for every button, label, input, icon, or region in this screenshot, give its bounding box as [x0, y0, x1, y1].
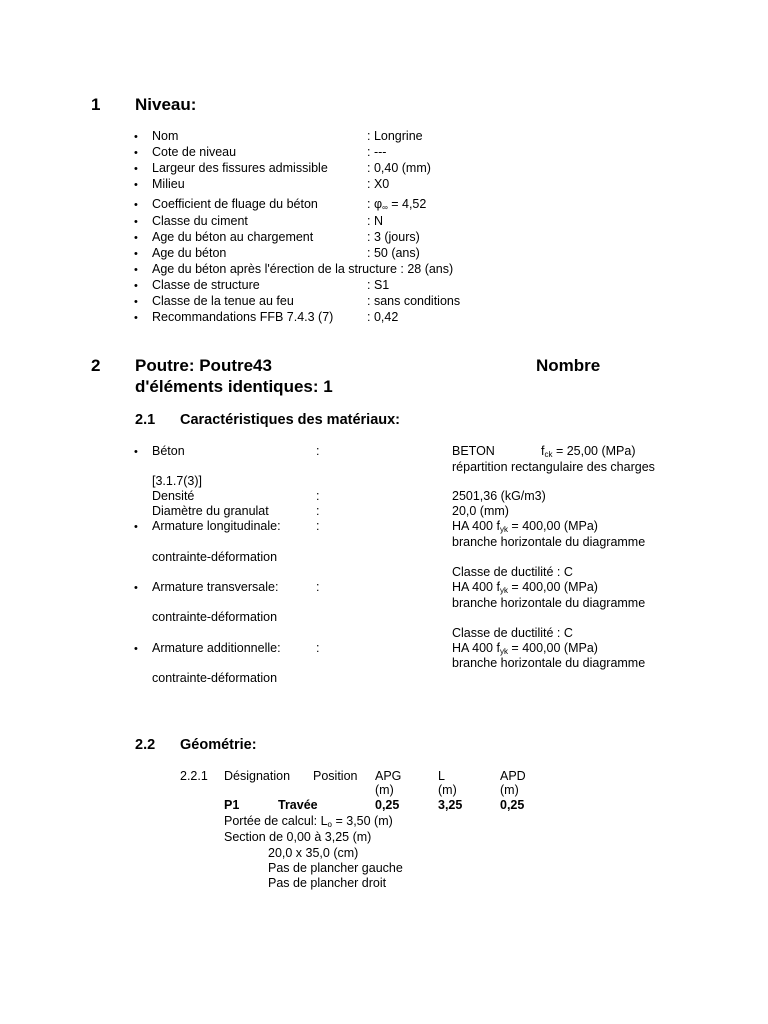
- bullet-icon: •: [134, 232, 138, 244]
- niveau-item-label: Age du béton: [152, 246, 227, 260]
- bullet-icon: •: [134, 264, 138, 276]
- armature-transversale-label: Armature transversale:: [152, 580, 279, 594]
- niveau-item-label: Classe de la tenue au feu: [152, 294, 294, 308]
- bullet-icon: •: [134, 643, 138, 655]
- niveau-item-label: Classe du ciment: [152, 214, 248, 228]
- armature-transversale-ductilite: Classe de ductilité : C: [452, 626, 573, 640]
- unit-apd: (m): [500, 783, 519, 797]
- niveau-item-value: : N: [367, 214, 383, 228]
- beton-reference: [3.1.7(3)]: [152, 474, 203, 488]
- section-2-1-number: 2.1: [135, 412, 156, 428]
- section-range: Section de 0,00 à 3,25 (m): [224, 830, 372, 844]
- armature-longitudinale-branche: branche horizontale du diagramme: [452, 535, 646, 549]
- section-2-2-number: 2.2: [135, 737, 156, 753]
- armature-additionnelle-fyk: HA 400 $f_{yk} = 400,00$ (MPa): [452, 641, 598, 656]
- densite-value: 2501,36 (kG/m3): [452, 489, 546, 503]
- bullet-icon: •: [134, 179, 138, 191]
- niveau-item-label: Coefficient de fluage du béton: [152, 197, 318, 211]
- section-2-2-title: Géométrie:: [180, 737, 257, 753]
- section-2-title-line2: d'éléments identiques: 1: [135, 377, 333, 396]
- unit-apg: (m): [375, 783, 394, 797]
- colon: :: [316, 504, 320, 518]
- beton-repartition: répartition rectangulaire des charges: [452, 460, 655, 474]
- section-2-title: Poutre: Poutre43: [135, 356, 272, 375]
- row-position: Travée: [278, 798, 318, 812]
- colon: :: [316, 489, 320, 503]
- armature-longitudinale-ductilite: Classe de ductilité : C: [452, 565, 573, 579]
- granulat-label: Diamètre du granulat: [152, 504, 269, 518]
- bullet-icon: •: [134, 199, 138, 211]
- bullet-icon: •: [134, 248, 138, 260]
- niveau-item-value: : 0,42: [367, 310, 399, 324]
- beton-fck: $f_{ck} = 25,00$ (MPa): [541, 444, 636, 459]
- section-2-1-title: Caractéristiques des matériaux:: [180, 412, 401, 428]
- header-position: Position: [313, 769, 358, 783]
- colon: :: [316, 444, 320, 458]
- bullet-icon: •: [134, 446, 138, 458]
- niveau-item-label: Cote de niveau: [152, 145, 237, 159]
- armature-transversale-fyk: HA 400 $f_{yk} = 400,00$ (MPa): [452, 580, 598, 595]
- header-apd: APD: [500, 769, 526, 783]
- section-2-number: 2: [91, 356, 101, 375]
- bullet-icon: •: [134, 131, 138, 143]
- niveau-item-value: : Longrine: [367, 129, 423, 143]
- row-designation: P1: [224, 798, 240, 812]
- plancher-gauche: Pas de plancher gauche: [268, 861, 403, 875]
- bullet-icon: •: [134, 280, 138, 292]
- niveau-item-label: Age du béton après l'érection de la structure : 28 (ans): [152, 262, 454, 276]
- bullet-icon: •: [134, 296, 138, 308]
- row-apg: 0,25: [375, 798, 400, 812]
- unit-l: (m): [438, 783, 457, 797]
- armature-additionnelle-label: Armature additionnelle:: [152, 641, 281, 655]
- row-apd: 0,25: [500, 798, 525, 812]
- armature-longitudinale-label: Armature longitudinale:: [152, 519, 281, 533]
- niveau-item-label: Nom: [152, 129, 179, 143]
- bullet-icon: •: [134, 582, 138, 594]
- colon: :: [316, 519, 320, 533]
- niveau-item-value: : 50 (ans): [367, 246, 420, 260]
- section-1-title: Niveau:: [135, 95, 197, 114]
- section-2-2-1-number: 2.2.1: [180, 769, 208, 783]
- plancher-droit: Pas de plancher droit: [268, 876, 387, 890]
- bullet-icon: •: [134, 163, 138, 175]
- densite-label: Densité: [152, 489, 195, 503]
- bullet-icon: •: [134, 521, 138, 533]
- beton-name: BETON: [452, 444, 495, 458]
- colon: :: [316, 641, 320, 655]
- armature-transversale-branche: branche horizontale du diagramme: [452, 596, 646, 610]
- section-2-title-right: Nombre: [536, 356, 601, 375]
- niveau-item-value: : sans conditions: [367, 294, 461, 308]
- armature-transversale-contrainte: contrainte-déformation: [152, 610, 278, 624]
- armature-longitudinale-contrainte: contrainte-déformation: [152, 550, 278, 564]
- section-dimensions: 20,0 x 35,0 (cm): [268, 846, 359, 860]
- granulat-value: 20,0 (mm): [452, 504, 509, 518]
- armature-additionnelle-contrainte: contrainte-déformation: [152, 671, 278, 685]
- header-designation: Désignation: [224, 769, 291, 783]
- portee-de-calcul: Portée de calcul: $L_o = 3,50$ (m): [224, 814, 393, 829]
- header-apg: APG: [375, 769, 402, 783]
- niveau-item-value: : 0,40 (mm): [367, 161, 431, 175]
- niveau-item-label: Milieu: [152, 177, 185, 191]
- bullet-icon: •: [134, 147, 138, 159]
- section-1-number: 1: [91, 95, 101, 114]
- niveau-item-value: : $\varphi_\infty = 4,52$: [367, 197, 427, 212]
- colon: :: [316, 580, 320, 594]
- niveau-item-value: : ---: [367, 145, 387, 159]
- armature-longitudinale-fyk: HA 400 $f_{yk} = 400,00$ (MPa): [452, 519, 598, 534]
- niveau-item-value: : X0: [367, 177, 390, 191]
- bullet-icon: •: [134, 216, 138, 228]
- header-l: L: [438, 769, 445, 783]
- row-l: 3,25: [438, 798, 463, 812]
- niveau-item-value: : 3 (jours): [367, 230, 420, 244]
- bullet-icon: •: [134, 312, 138, 324]
- beton-label: Béton: [152, 444, 185, 458]
- niveau-item-label: Recommandations FFB 7.4.3 (7): [152, 310, 334, 324]
- armature-additionnelle-branche: branche horizontale du diagramme: [452, 656, 646, 670]
- niveau-item-label: Largeur des fissures admissible: [152, 161, 328, 175]
- niveau-item-label: Classe de structure: [152, 278, 260, 292]
- niveau-item-label: Age du béton au chargement: [152, 230, 314, 244]
- niveau-item-value: : S1: [367, 278, 390, 292]
